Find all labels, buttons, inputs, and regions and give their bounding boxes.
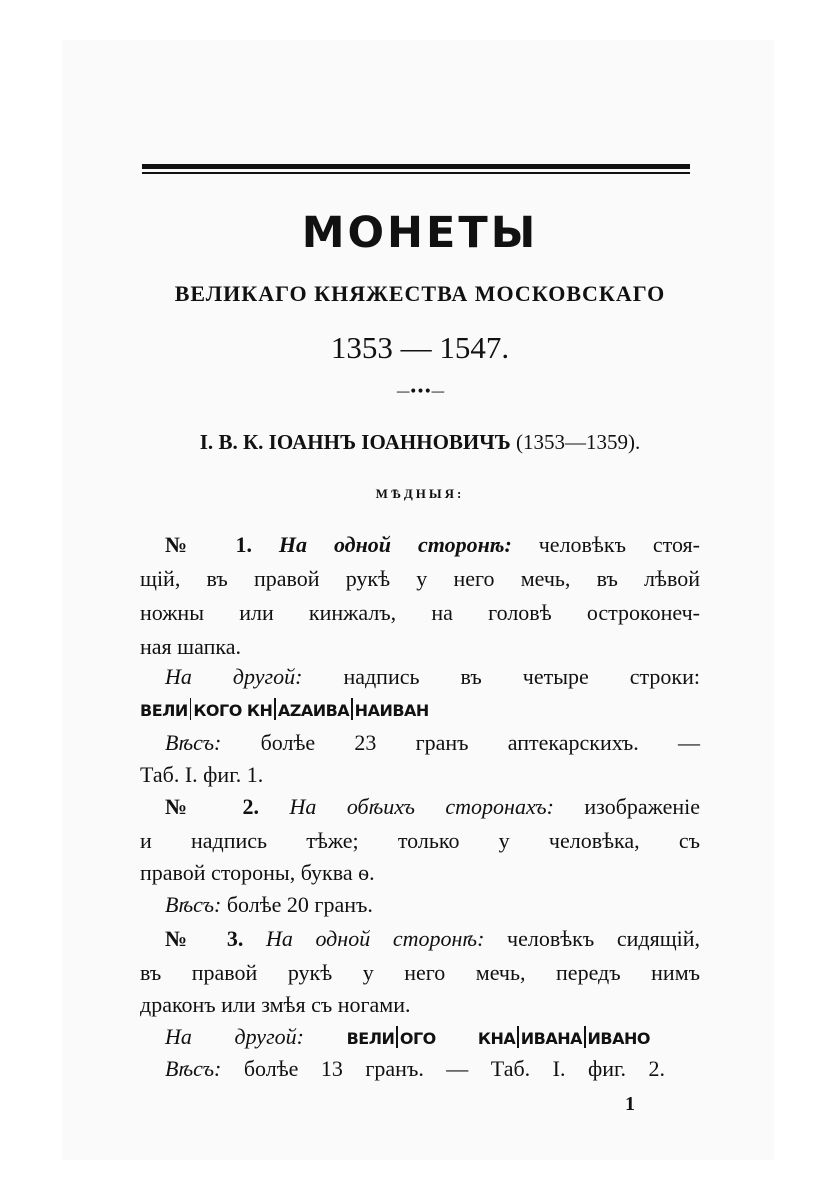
entry-1-line-3: ножны или кинжалъ, на головѣ остроконеч- — [140, 600, 700, 625]
entry-3-weight-line — [165, 1054, 665, 1084]
entry-3-weight-label: Вѣсъ: — [165, 1056, 222, 1081]
ornament-divider: —•••— — [396, 384, 444, 400]
page-number: 1 — [625, 1093, 635, 1115]
entry-1-side2-text: надпись въ четыре строки: — [343, 664, 700, 689]
legend-3-part-4: ИВАНО — [587, 1029, 650, 1048]
entry-3-line-2: въ правой рукѣ у него мечь, передъ нимъ — [140, 960, 700, 985]
section-number: I. — [199, 430, 214, 454]
entry-1-side1-text: человѣкъ стоя- — [538, 532, 700, 557]
entry-1-weight-text: болѣе 23 гранъ аптекарскихъ. — — [260, 730, 701, 755]
entry-1-side2-line — [165, 662, 700, 692]
page-subtitle: ВЕЛИКАГО КНЯЖЕСТВА МОСКОВСКАГО — [174, 281, 666, 306]
entry-3-side2-label: На другой: — [165, 1024, 304, 1049]
entry-3-legend — [347, 1024, 650, 1049]
legend-3-part-3: ИВАНА — [520, 1029, 583, 1048]
entry-3-number: № 3. — [165, 926, 244, 951]
entry-1-side2-label: На другой: — [165, 664, 303, 689]
entry-2-line-3: правой стороны, буква ѳ. — [140, 860, 375, 885]
entry-1-side1-label: На одной сторонѣ: — [278, 532, 512, 557]
entry-1-table-ref: Таб. I. фиг. 1. — [140, 762, 264, 787]
legend-1-part-4: НАИВАН — [354, 701, 429, 720]
entry-3-line-1 — [165, 924, 700, 954]
entry-2-line-1-text: изображеніе — [584, 794, 701, 819]
entry-3-line-3: драконъ или змѣя съ ногами. — [140, 992, 411, 1017]
entry-2-line-2: и надпись тѣже; только у человѣка, съ — [140, 828, 700, 853]
legend-divider — [190, 698, 192, 720]
legend-divider — [517, 1026, 519, 1048]
legend-3-part-2: ОГО КНА — [399, 1029, 516, 1048]
years-range: 1353 — 1547. — [330, 330, 510, 365]
entry-1-line-1 — [165, 530, 700, 560]
legend-divider — [274, 698, 276, 720]
entry-1-number: № 1. — [165, 532, 252, 557]
metal-heading: МѢДНЫЯ: — [375, 486, 465, 501]
entry-2-line-1 — [165, 792, 700, 822]
entry-3-table-ref: Таб. I. фиг. 2. — [490, 1056, 665, 1081]
entry-1-legend — [140, 694, 700, 726]
legend-3-part-1: ВЕЛИ — [346, 1029, 395, 1048]
section-dates: (1353—1359). — [516, 430, 641, 454]
entry-2-weight-text: болѣе 20 гранъ. — [226, 892, 373, 917]
entry-3-side1-text: человѣкъ сидящій, — [507, 926, 701, 951]
section-heading — [0, 430, 840, 455]
section-name: ІОАННЪ ІОАННОВИЧЪ — [268, 430, 511, 454]
entry-1-weight-label: Вѣсъ: — [165, 730, 222, 755]
entry-3-weight-text: болѣе 13 гранъ. — — [243, 1056, 469, 1081]
entry-3-side2-line — [165, 1022, 650, 1054]
entry-1-line-4: ная шапка. — [140, 634, 241, 659]
entry-2-weight-label: Вѣсъ: — [165, 892, 222, 917]
entry-3-side1-label: На одной сторонѣ: — [265, 926, 485, 951]
legend-1-part-1: ВЕЛИ — [140, 701, 188, 720]
entry-1-weight-line — [165, 728, 700, 758]
entry-2-both-label: На обѣихъ сторонахъ: — [289, 794, 554, 819]
legend-divider — [351, 698, 353, 720]
entry-2-number: № 2. — [165, 794, 260, 819]
legend-1-part-3: АZАИВА — [277, 701, 350, 720]
section-prefix: В. К. — [218, 430, 264, 454]
entry-2-weight-line — [165, 890, 700, 920]
header-rule-thick — [142, 164, 690, 169]
legend-1-part-2: КОГО КН — [193, 701, 273, 720]
legend-divider — [396, 1026, 398, 1048]
page-title: МОНЕТЫ — [301, 208, 539, 258]
header-rule-thin — [142, 172, 690, 174]
legend-divider — [584, 1026, 586, 1048]
entry-1-line-2: щій, въ правой рукѣ у него мечь, въ лѣвой — [140, 566, 700, 591]
